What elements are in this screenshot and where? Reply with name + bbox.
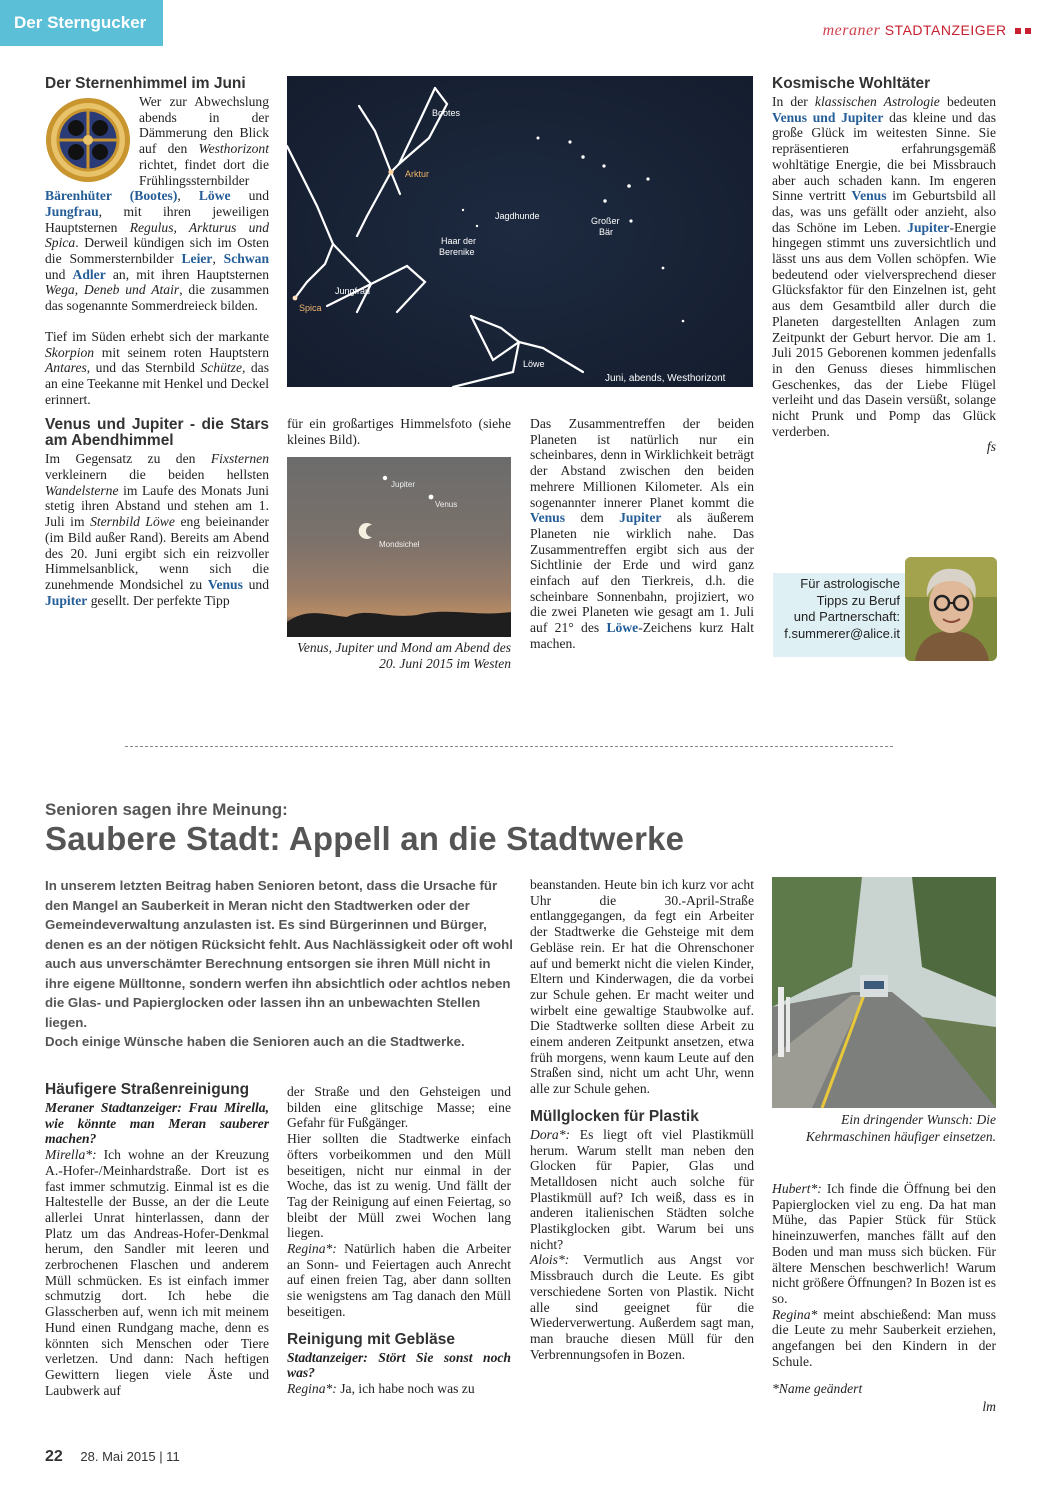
keyword: Jupiter bbox=[619, 510, 662, 526]
label-note: Juni, abends, Westhorizont bbox=[605, 373, 726, 384]
text: richtet, findet dort die Frühlingssternbilder bbox=[139, 156, 269, 188]
text: im Laufe des Monats Juni stetig ihren Abstand und stehen am 1. Juli im bbox=[45, 482, 269, 530]
keyword: Leier bbox=[181, 251, 213, 267]
text: Wega, Deneb und Atair bbox=[45, 282, 180, 298]
sky-photo-caption: Venus, Jupiter und Mond am Abend des 20. Juni 2015 im Westen bbox=[297, 640, 511, 671]
text: Ich wohne an der Kreuzung A.-Hofer-/Meinhardstraße. Dort ist es fast immer schmutzig. Einmal ist es die Haltestelle der Busse, an der die Leute allerlei Unrat hinterlassen, dann der Platz um das Andreas-Hofer-Denkmal herum, den Sandler mit leeren und zerbrochenen Flaschen und anderem Müll schmücken. Es ist einfach immer schmutzig dort. Ich hebe die Glasscherben auf, wenn ich mit meinem Hund einen Rundgang mache, denn es könnten sich Menschen oder Tiere verletzen. Und dann: Nach heftigen Gewittern liegen viele Äste und Laubwerk auf bbox=[45, 1147, 269, 1398]
portrait-graphic bbox=[905, 557, 997, 661]
label-jungfrau: Jungfrau bbox=[335, 286, 371, 296]
strassenreinigung-title: Häufigere Straßenreinigung bbox=[45, 1081, 250, 1098]
speaker: Regina* bbox=[772, 1306, 818, 1322]
keyword: Adler bbox=[72, 266, 106, 282]
label-venus: Venus bbox=[435, 500, 458, 509]
speaker: Dora*: bbox=[530, 1126, 571, 1142]
text: mit seinem roten Hauptstern bbox=[94, 344, 269, 360]
label-loewe: Löwe bbox=[523, 359, 545, 369]
venus-jupiter-title: Venus und Jupiter - die Stars am Abendhimmel bbox=[45, 416, 269, 450]
keyword: Venus bbox=[207, 576, 243, 592]
text: Es liegt oft viel Plastikmüll herum. Warum stellt man neben den Glocken für Papier, Glas und Metalldosen nicht auch solche für Plastikmüll auf? Ich weiß, dass es in anderen italienischen Städten solche Plastikglocken gibt. Warum bei uns nicht? bbox=[530, 1126, 754, 1252]
speaker: Regina*: bbox=[287, 1241, 337, 1257]
street-sweeper-photo bbox=[772, 877, 996, 1108]
sterngucker-column-2 bbox=[287, 416, 511, 447]
muellglocken-title: Müllglocken für Plastik bbox=[530, 1107, 699, 1125]
text: . Derweil kündigen sich im Osten die Sommersternbilder bbox=[45, 235, 269, 267]
speaker: Mirella*: bbox=[45, 1147, 97, 1163]
text: Antares bbox=[45, 360, 87, 376]
text: eng beieinander (im Bild außer Rand). Bereits am Abend des 20. Juni ergibt sich ein reizvoller Himmelsanblick, wenn sich die zunehmende Mondsichel zu bbox=[45, 514, 270, 592]
keyword: Venus und Jupiter bbox=[772, 109, 884, 125]
article-lead bbox=[45, 876, 513, 1052]
star-map-image bbox=[287, 76, 753, 387]
article-kicker: Senioren sagen ihre Meinung: bbox=[45, 800, 288, 819]
text: Natürlich haben die Arbeiter an Sonn- und Feiertagen auch Anrecht auf einen freien Tag, aber dann sollten sie wenigstens am Tag danach den Müll beseitigen. bbox=[287, 1241, 511, 1319]
senioren-column-2 bbox=[287, 1084, 511, 1397]
lead-text: In unserem letzten Beitrag haben Senioren betont, dass die Ursache für den Mangel an Sauberkeit in Meran nicht den Stadtwerken oder der Gemeindeverwaltung anzulasten ist. Es sind Bürgerinnen und Bürger, denen es an der nötigen Rücksicht fehlt. Aus Nachlässigkeit oder oft wohl auch aus unverschämter Berechnung entsorgen sie ihren Müll nicht in ihre eigene Mülltonne, sondern werfen ihn absichtlich oder achtlos neben die Glas- und Papierglocken oder lassen ihn an unbewachten Stellen liegen. bbox=[45, 878, 513, 1030]
text: und bbox=[230, 188, 270, 204]
label-mondsichel: Mondsichel bbox=[379, 540, 420, 549]
lead-text: Doch einige Wünsche haben die Senioren auch an die Stadtwerke. bbox=[45, 1034, 465, 1049]
text: Regulus, Arkturus und Spica bbox=[45, 219, 270, 251]
text: an, mit ihren Hauptsternen bbox=[105, 266, 269, 282]
sterngucker-column-3 bbox=[530, 416, 754, 652]
text: meint abschießend: Man muss die Leute zu mehr Sauberkeit erziehen, angefangen bei den Kindern in der Schule. bbox=[772, 1306, 996, 1369]
page-footer bbox=[45, 1448, 180, 1466]
keyword: Venus bbox=[851, 188, 887, 204]
contact-line: Für astrologische bbox=[800, 576, 900, 591]
text: Fixsternen bbox=[210, 451, 269, 467]
text: , und das Sternbild bbox=[86, 360, 201, 376]
speaker: Regina*: bbox=[287, 1380, 337, 1396]
keyword: Löwe bbox=[198, 188, 231, 204]
senioren-column-3 bbox=[530, 877, 754, 1362]
text: Hier sollten die Stadtwerke einfach öfters vorbeikommen und den Müll beseitigen, nicht nur einmal in der Woche, das ist zu wenig. Und fällt der Tag der Reinigung auf einen Feiertag, so bleibt der Müll zwei Wochen lang liegen. bbox=[287, 1131, 511, 1241]
page-number: 22 bbox=[45, 1448, 63, 1465]
masthead-square-icon bbox=[1015, 28, 1021, 34]
text: -Energie hingegen stimmt uns zuversichtlich und lässt uns aus dem Vollen schöpfen. Wie bedeutend oder vielversprechend dieser Glücksfaktor für den Einzelnen ist, geht aus dem Gesamtbild aller durch die Planeten dargestellten Anlagen zum Zeitpunkt der Geburt hervor. Die am 1. Juli 2015 Geborenen kommen jedenfalls in den Genuss dieses himmlischen Geschenkes, das der Liebe Flügel verleiht und das Dasein versüßt, solange nicht Prunk und Pomp das Glück verderben. bbox=[772, 219, 996, 439]
label-grosser-baer-1: Großer bbox=[591, 216, 620, 226]
text: und bbox=[242, 576, 269, 592]
text: Tief im Süden erhebt sich der markante bbox=[45, 328, 269, 344]
label-haar-1: Haar der bbox=[441, 236, 477, 246]
text: -Zeichens kurz Halt machen. bbox=[530, 620, 755, 651]
text: der Straße und den Gehsteigen und bilden eine glitschige Masse; eine Gefahr für Fußgänger. bbox=[287, 1084, 511, 1131]
sternenhimmel-title: Der Sternenhimmel im Juni bbox=[45, 75, 246, 92]
author-signature: lm bbox=[982, 1399, 996, 1415]
article-headline: Saubere Stadt: Appell an die Stadtwerke bbox=[45, 820, 685, 857]
text: In der bbox=[772, 94, 815, 109]
senioren-column-1 bbox=[45, 1082, 269, 1398]
text: für ein großartiges Himmelsfoto (siehe kleines Bild). bbox=[287, 416, 511, 447]
contact-line: Tipps zu Beruf bbox=[816, 592, 900, 608]
text: dem bbox=[565, 510, 620, 526]
keyword: Jupiter bbox=[907, 219, 950, 235]
text: als äußerem Planeten nie wirklich nahe. Das Zusammentreffen ergibt sich aus der Sichtlinie der Erde und wird ganz einfach auf den Tierkreis, d.h. die scheinbare Sonnenbahn, projiziert, wo die zwei Planeten wie gesagt am 1. Juli auf 21° des bbox=[530, 510, 754, 636]
section-divider bbox=[125, 746, 893, 747]
contact-email-link[interactable]: f.summerer@alice.it bbox=[784, 625, 900, 641]
text: Im Gegensatz zu den bbox=[45, 451, 211, 467]
keyword: Jupiter bbox=[45, 592, 88, 608]
senioren-column-4 bbox=[772, 1181, 996, 1415]
contact-box bbox=[773, 573, 906, 657]
text: Skorpion bbox=[45, 344, 95, 360]
text: gesellt. Der perfekte Tipp bbox=[87, 592, 230, 608]
masthead-name: STADTANZEIGER bbox=[884, 22, 1007, 38]
author-signature: fs bbox=[986, 439, 996, 455]
keyword: Schwan bbox=[223, 251, 269, 267]
text: , bbox=[212, 251, 224, 267]
star-map-graphic bbox=[287, 76, 753, 387]
kosmische-wohltaeter-title: Kosmische Wohltäter bbox=[772, 75, 931, 92]
label-jupiter: Jupiter bbox=[391, 480, 416, 489]
text: Westhorizont bbox=[198, 141, 269, 157]
text: , mit ihren jeweiligen Hauptsternen bbox=[45, 203, 269, 235]
sky-photo-graphic bbox=[287, 457, 511, 637]
interview-question: Stadtanzeiger: Stört Sie sonst noch was? bbox=[287, 1349, 511, 1381]
text: beanstanden. Heute bin ich kurz vor acht Uhr die 30.-April-Straße entlanggegangen, da fegt ein Arbeiter der Stadtwerke die Gehsteige mit dem Gebläse rein. Er hat die Ohrenschoner auf und bemerkt nicht die vielen Kinder, Eltern und Kinderwagen, die da vorbei zur Schule gehen. Er macht weiter und wirbelt eine gewaltige Staubwolke auf. Die Stadtwerke sollten diese Arbeit zu einem anderen Zeitpunkt ansetzen, etwa früh morgens, wenn kaum Leute auf den Straßen sind, nicht um acht Uhr, wenn alle zur Schule gehen. bbox=[530, 877, 754, 1097]
text: Wandelsterne bbox=[45, 482, 119, 498]
reinigung-geblaese-title: Reinigung mit Gebläse bbox=[287, 1330, 455, 1348]
masthead-logo bbox=[823, 22, 1031, 40]
label-grosser-baer-2: Bär bbox=[599, 227, 614, 237]
contact-line: und Partnerschaft: bbox=[793, 609, 900, 624]
keyword: Jungfrau bbox=[45, 203, 99, 219]
text: klassischen Astrologie bbox=[814, 94, 940, 109]
label-bootes: Bootes bbox=[432, 108, 461, 118]
interview-question: Meraner Stadtanzeiger: Frau Mirella, wie könnte man Meran sauberer machen? bbox=[45, 1100, 269, 1147]
street-photo-graphic bbox=[772, 877, 996, 1108]
text: Sternbild Löwe bbox=[90, 514, 175, 530]
section-tab: Der Sterngucker bbox=[0, 0, 163, 46]
text: Vermutlich aus Angst vor Missbrauch durch die Leute. Es gibt verschiedene Sorten von Plastik. Nicht alle sind geeignet für die Wiederverwertung. Außerdem sagt man, man brauche diesen Müll für den Verbrennungsofen in Bozen. bbox=[530, 1252, 754, 1362]
text: bedeuten bbox=[939, 94, 997, 109]
label-jagdhunde: Jagdhunde bbox=[495, 211, 540, 221]
keyword: Venus bbox=[530, 510, 566, 526]
text: , die zusammen das sogenannte Sommerdreieck bilden. bbox=[45, 282, 269, 314]
text: Ja, ich habe noch was zu bbox=[336, 1380, 475, 1396]
text: Wer zur Abwechslung abends in der Dämmerung den Blick auf den bbox=[139, 94, 269, 157]
sterngucker-column-1 bbox=[45, 76, 269, 608]
keyword: Löwe bbox=[606, 620, 639, 636]
author-portrait bbox=[905, 557, 997, 661]
sterngucker-column-4 bbox=[772, 76, 996, 455]
text: Schütze bbox=[200, 360, 242, 376]
masthead-square-icon bbox=[1025, 28, 1031, 34]
sky-photo bbox=[287, 457, 511, 637]
label-arktur: Arktur bbox=[405, 169, 430, 179]
text: und bbox=[45, 266, 73, 282]
text: Das Zusammentreffen der beiden Planeten ist natürlich nur ein scheinbares, denn in Wirklichkeit beträgt der Abstand zwischen den beiden mehrere Millionen Kilometer. Als ein sogenannter innerer Planet kommt die bbox=[530, 416, 754, 510]
label-haar-2: Berenike bbox=[439, 247, 475, 257]
speaker: Hubert*: bbox=[772, 1181, 822, 1196]
text: , das an eine Teekanne mit Henkel und Deckel erinnert. bbox=[45, 360, 269, 407]
text: im Geburtsbild all das, was uns gefällt oder anzieht, also das Schöne im Leben. bbox=[772, 188, 996, 235]
keyword: Bärenhüter (Bootes) bbox=[45, 188, 178, 204]
zodiac-wheel-icon bbox=[45, 97, 131, 183]
name-note: *Name geändert bbox=[772, 1381, 863, 1397]
speaker: Alois*: bbox=[530, 1252, 570, 1268]
text: verkleinern die beiden hellsten bbox=[45, 467, 269, 483]
text: Ich finde die Öffnung bei den Papierglocken viel zu eng. Da hat man Mühe, das Papier Stück für Stück hineinzuwerfen, manches fällt auf den Boden und man muss sich bücken. Für ältere Menschen beschwerlich! Warum nicht größere Öffnungen? In Bozen ist es so. bbox=[772, 1181, 996, 1306]
text: das kleine und das große Glück im weitesten Sinne. Sie repräsentieren erfahrungsgemäß wohltätige Energie, die bei Missbrauch aber auch schaden kann. Im engeren Sinne vertritt bbox=[772, 109, 996, 204]
street-photo-caption: Ein dringender Wunsch: Die Kehrmaschinen häufiger einsetzen. bbox=[805, 1112, 996, 1144]
label-spica: Spica bbox=[299, 303, 322, 313]
issue-date: 28. Mai 2015 | 11 bbox=[80, 1449, 180, 1464]
text: , bbox=[177, 188, 199, 204]
masthead-prefix: meraner bbox=[822, 22, 881, 39]
